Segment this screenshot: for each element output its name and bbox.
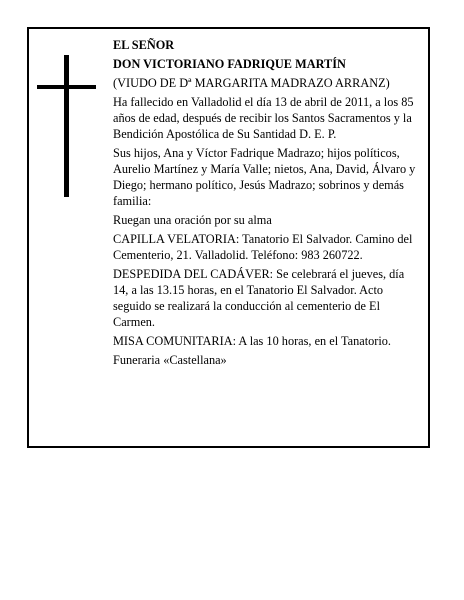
death-announcement: Ha fallecido en Valladolid el día 13 de abril de 2011, a los 85 años de edad, después de recibir los Santos Sacramentos y la Bendición Apostólica de Su Santidad D. E. P. [113, 95, 414, 141]
family-list: Sus hijos, Ana y Víctor Fadrique Madrazo; hijos políticos, Aurelio Martínez y María Valle; nietos, Ana, David, Álvaro y Diego; hermano político, Jesús Madrazo; sobrinos y demás familia: [113, 146, 416, 208]
deceased-name: DON VICTORIANO FADRIQUE MARTÍN [113, 57, 346, 71]
obituary-text [113, 37, 421, 371]
prayer-request: Ruegan una oración por su alma [113, 213, 272, 227]
mass-info: MISA COMUNITARIA: A las 10 horas, en el Tanatorio. [113, 334, 391, 348]
farewell-info: DESPEDIDA DEL CADÁVER: Se celebrará el jueves, día 14, a las 13.15 horas, en el Tanatorio El Salvador. Acto seguido se realizará la conducción al cementerio de El Carmen. [113, 267, 405, 329]
obituary-title: EL SEÑOR [113, 38, 175, 52]
funeral-home: Funeraria «Castellana» [113, 353, 227, 367]
cross-icon-arm [37, 85, 96, 89]
cross-icon [64, 55, 69, 197]
wake-chapel-info: CAPILLA VELATORIA: Tanatorio El Salvador. Camino del Cementerio, 21. Valladolid. Teléfono: 983 260722. [113, 232, 413, 262]
widower-line: (VIUDO DE Dª MARGARITA MADRAZO ARRANZ) [113, 76, 390, 90]
